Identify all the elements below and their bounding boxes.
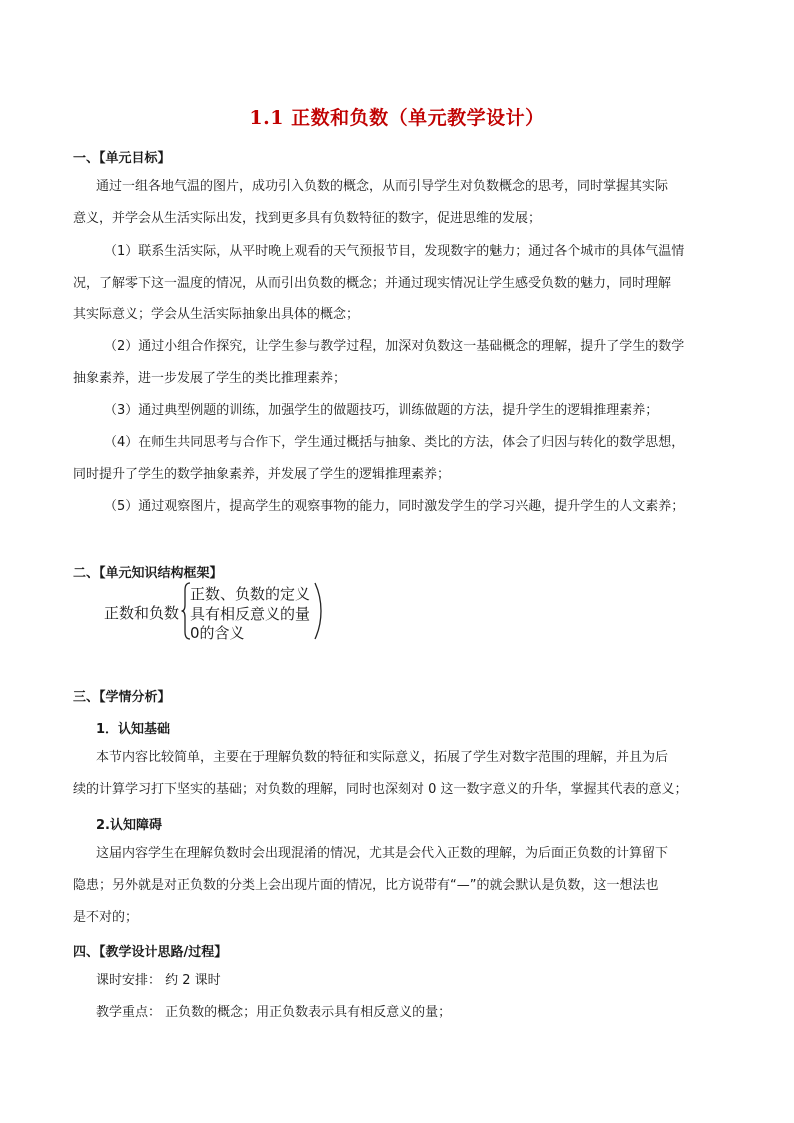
section-heading-goals: 一、【单元目标】 [73,151,171,166]
paragraph-line: 这届内容学生在理解负数时会出现混淆的情况，尤其是会代入正数的理解，为后面正负数的计算留下 [96,846,669,861]
document-title: 1.1 正数和负数（单元教学设计） [249,107,545,129]
paragraph-line: （2）通过小组合作探究，让学生参与教学过程，加深对负数这一基础概念的理解，提升了学生的数学 [104,339,685,354]
paragraph-line: 况，了解零下这一温度的情况，从而引出负数的概念；并通过现实情况让学生感受负数的魅力，同时理解 [73,276,672,291]
paragraph-line: （5）通过观察图片，提高学生的观察事物的能力，同时激发学生的学习兴趣，提升学生的人文素养； [104,499,685,514]
paragraph-line: 抽象素养，进一步发展了学生的类比推理素养； [73,371,347,386]
framework-item: 具有相反意义的量 [190,605,311,623]
framework-root-label: 正数和负数 [104,604,180,622]
paragraph-line: （4）在师生共同思考与合作下，学生通过概括与抽象、类比的方法，体会了归因与转化的数学思想， [104,435,685,450]
section-heading-framework: 二、【单元知识结构框架】 [73,566,223,581]
section-heading-design: 四、【教学设计思路/过程】 [73,945,228,960]
paragraph-line: 本节内容比较简单，主要在于理解负数的特征和实际意义，拓展了学生对数字范围的理解，并且为后 [96,750,669,765]
schedule-line: 课时安排： 约 2 课时 [96,973,221,988]
right-brace [314,582,324,640]
paragraph-line: 是不对的； [73,910,139,925]
subheading-cognitive-obstacles: 2.认知障碍 [96,818,162,833]
section-heading-analysis: 三、【学情分析】 [73,690,171,705]
paragraph-line: 通过一组各地气温的图片，成功引入负数的概念，从而引导学生对负数概念的思考，同时掌握其实际 [96,179,669,194]
subheading-cognitive-basis: 1．认知基础 [96,722,171,737]
paragraph-line: 意义，并学会从生活实际出发，找到更多具有负数特征的数字，促进思维的发展； [73,211,542,226]
framework-item: 正数、负数的定义 [190,585,311,603]
paragraph-line: 续的计算学习打下坚实的基础；对负数的理解，同时也深刻对 0 这一数字意义的升华，掌握其代表的意义； [73,782,688,797]
paragraph-line: （3）通过典型例题的训练，加强学生的做题技巧，训练做题的方法，提升学生的逻辑推理素养； [104,403,659,418]
paragraph-line: 其实际意义；学会从生活实际抽象出具体的概念； [73,307,360,322]
paragraph-line: 同时提升了学生的数学抽象素养，并发展了学生的逻辑推理素养； [73,467,451,482]
framework-item: 0的含义 [190,624,245,642]
paragraph-line: 隐患；另外就是对正负数的分类上会出现片面的情况，比方说带有“—”的就会默认是负数，这一想法也 [73,878,659,893]
key-points-line: 教学重点： 正负数的概念；用正负数表示具有相反意义的量； [96,1005,452,1020]
paragraph-line: （1）联系生活实际，从平时晚上观看的天气预报节目，发现数字的魅力；通过各个城市的具体气温情 [104,244,685,259]
